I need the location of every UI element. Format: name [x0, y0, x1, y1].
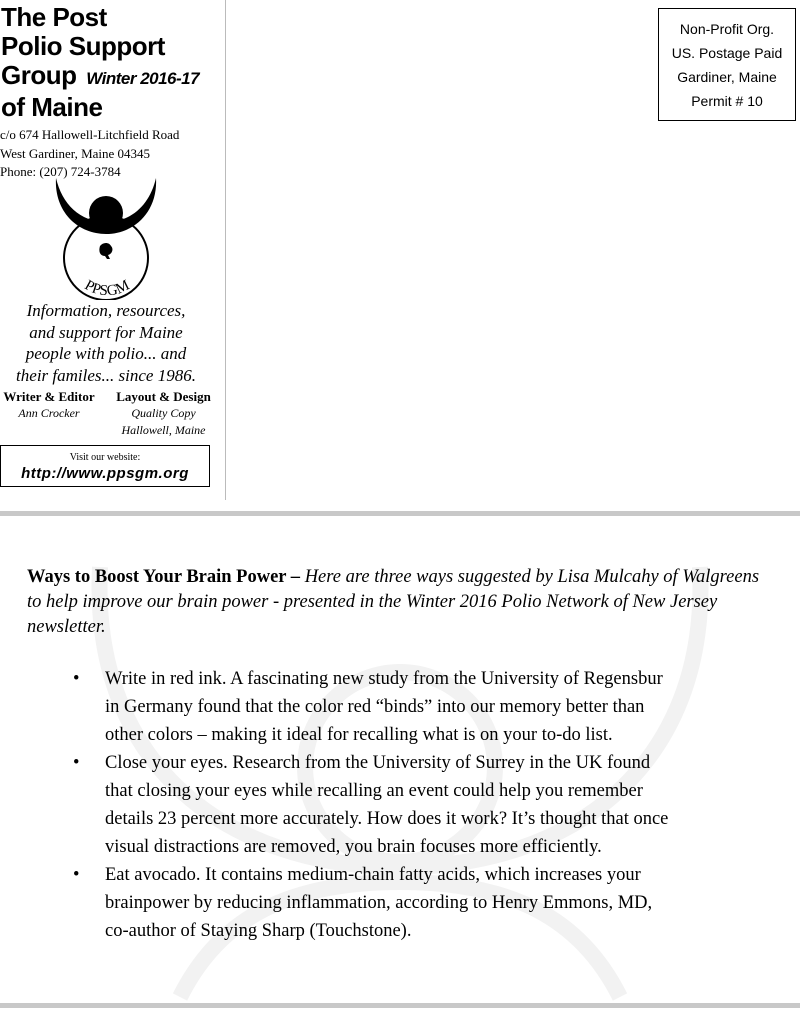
- title-line: Polio Support: [1, 31, 165, 61]
- website-label: Visit our website:: [69, 452, 141, 463]
- bullet: •: [73, 753, 80, 773]
- tips-list: [73, 665, 785, 945]
- postage-line: Permit # 10: [691, 93, 763, 109]
- masthead-title: [1, 3, 199, 122]
- article-intro: [27, 565, 777, 640]
- credit-name: Ann Crocker: [18, 406, 80, 420]
- layout-credit: [112, 388, 215, 439]
- postage-line: Gardiner, Maine: [677, 69, 777, 85]
- edition-label: Winter 2016-17: [86, 69, 200, 88]
- section-divider: [0, 1003, 800, 1008]
- section-divider: [0, 511, 800, 516]
- tip-line: in Germany found that the color red “binds” into our memory better than: [105, 697, 645, 717]
- bullet: •: [73, 865, 80, 885]
- article-lede: Here are three ways suggested by Lisa Mulcahy of Walgreens to help improve our brain power - presented in the Winter 2016 Polio Network of New Jersey newsletter.: [27, 567, 760, 637]
- website-box: [0, 445, 210, 487]
- writer-credit: [0, 388, 98, 422]
- tip-line: Write in red ink. A fascinating new study from the University of Regensbur: [105, 669, 663, 689]
- tip-line: brainpower by reducing inflammation, according to Henry Emmons, MD,: [105, 893, 653, 913]
- list-item: [73, 665, 785, 749]
- tip-line: details 23 percent more accurately. How does it work? It’s thought that once: [105, 809, 669, 829]
- tagline: [0, 300, 212, 386]
- postage-line: US. Postage Paid: [671, 45, 783, 61]
- credit-location: Hallowell, Maine: [121, 423, 206, 437]
- tagline-line: people with polio... and: [25, 344, 187, 363]
- address-line: West Gardiner, Maine 04345: [0, 145, 151, 161]
- title-line: The Post: [1, 2, 107, 32]
- postage-line: Non-Profit Org.: [679, 21, 775, 37]
- tagline-line: their familes... since 1986.: [16, 365, 196, 385]
- tip-line: co-author of Staying Sharp (Touchstone).: [105, 921, 412, 941]
- logo-text: PPSGM: [81, 277, 133, 300]
- article-headline: Ways to Boost Your Brain Power –: [27, 567, 301, 587]
- address-line: c/o 674 Hallowell-Litchfield Road: [0, 127, 180, 142]
- tagline-line: and support for Maine: [29, 322, 183, 342]
- masthead-column: [0, 0, 226, 500]
- tip-line: that closing your eyes while recalling an event could help you remember: [105, 781, 643, 801]
- tip-line: visual distractions are removed, you brain focuses more efficiently.: [105, 837, 602, 857]
- tagline-line: Information, resources,: [26, 301, 186, 320]
- title-line: of Maine: [1, 92, 103, 122]
- credit-role: Layout & Design: [116, 389, 211, 404]
- list-item: [73, 861, 785, 945]
- credit-name: Quality Copy: [131, 406, 196, 420]
- phone-number: Phone: (207) 724-3784: [0, 164, 121, 179]
- mailing-address: [0, 126, 179, 182]
- article-section: [0, 517, 800, 1003]
- bullet: •: [73, 669, 80, 689]
- postage-indicia: [658, 8, 796, 121]
- list-item: [73, 749, 785, 861]
- tip-line: Close your eyes. Research from the University of Surrey in the UK found: [105, 753, 651, 773]
- credit-role: Writer & Editor: [3, 389, 95, 404]
- title-line: Group: [1, 60, 77, 90]
- website-link[interactable]: http://www.ppsgm.org: [21, 465, 189, 482]
- tip-line: other colors – making it ideal for recalling what is on your to-do list.: [105, 725, 613, 745]
- tip-line: Eat avocado. It contains medium-chain fatty acids, which increases your: [105, 865, 641, 885]
- ppsgm-logo-icon: [50, 176, 162, 300]
